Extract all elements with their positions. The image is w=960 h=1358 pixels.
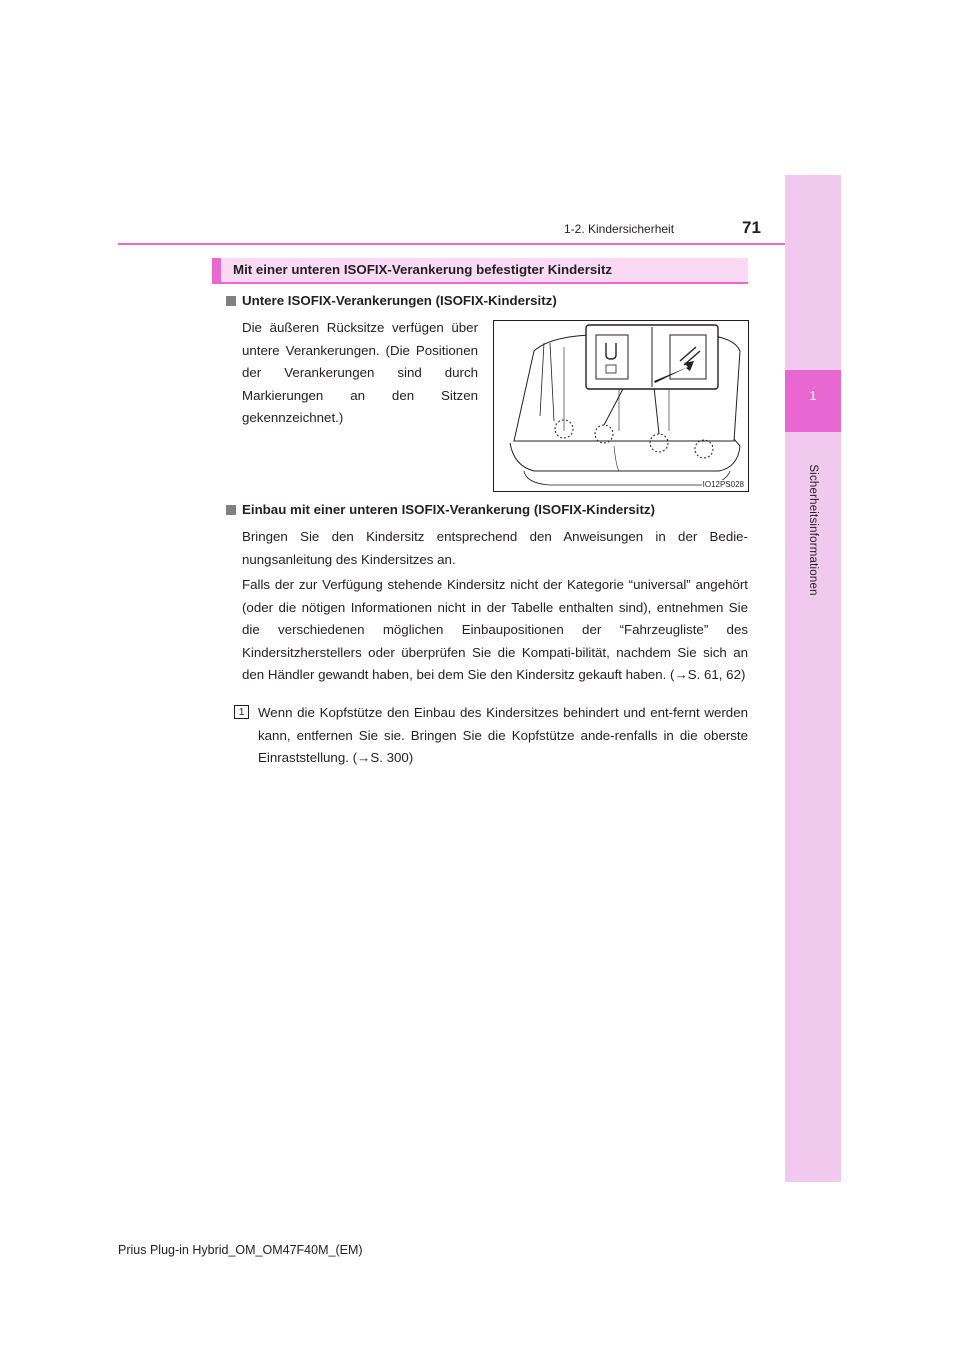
chapter-label: Sicherheitsinformationen <box>807 464 819 596</box>
section-heading-lower-anchors <box>226 293 557 308</box>
section-heading-text: Untere ISOFIX-Verankerungen (ISOFIX-Kindersitz) <box>242 293 557 308</box>
anchors-description: Die äußeren Rücksitze verfügen über untere Verankerungen. (Die Positionen der Verankerungen sind durch Markierungen an den Sitzen gekennzeichnet.) <box>242 320 478 425</box>
section-label: 1-2. Kindersicherheit <box>564 222 675 236</box>
seat-anchor-illustration <box>493 320 749 492</box>
rear-seat-drawing <box>494 321 748 491</box>
chapter-number: 1 <box>809 388 817 403</box>
header-rule <box>118 243 785 245</box>
installation-paragraph-2: Falls der zur Verfügung stehende Kindersitz nicht der Kategorie “universal” angehört (oder die nötigen Informationen nicht in der Tabelle enthalten sind), entnehmen Sie die verschiedenen möglichen Einbaupositionen der “Fahrzeugliste” des Kindersitzherstellers oder überprüfen Sie die Kompati-bilität, nachdem Sie sich an den Händler gewandt haben, bei dem Sie den Kindersitz gekauft haben. (→S. 61, 62) <box>242 577 748 682</box>
seat-cushion-outline <box>510 439 740 471</box>
figure-code: IO12PS028 <box>702 480 744 489</box>
installation-paragraph-1: Bringen Sie den Kindersitz entsprechend den Anweisungen in der Bedie-nungsanleitung des Kindersitzes an. <box>242 529 748 567</box>
chapter-side-tab <box>785 175 841 1182</box>
square-bullet-icon <box>226 505 236 515</box>
topic-title-bar <box>212 258 748 284</box>
anchor-marker-circle <box>650 434 668 452</box>
page-number: 71 <box>742 218 761 237</box>
anchor-marker-circle <box>595 425 613 443</box>
square-bullet-icon <box>226 296 236 306</box>
step-1-text: Wenn die Kopfstütze den Einbau des Kindersitzes behindert und ent-fernt werden kann, entfernen Sie sie. Bringen Sie die Kopfstütze ande-renfalls in die oberste Einraststellung. (→S. 300) <box>258 705 748 765</box>
section-heading-text: Einbau mit einer unteren ISOFIX-Verankerung (ISOFIX-Kindersitz) <box>242 502 656 517</box>
section-heading-installation <box>226 502 655 517</box>
step-number-badge: 1 <box>234 705 249 719</box>
document-footer: Prius Plug-in Hybrid_OM_OM47F40M_(EM) <box>118 1243 363 1257</box>
anchor-marker-circle <box>695 440 713 458</box>
topic-title: Mit einer unteren ISOFIX-Verankerung befestigter Kindersitz <box>233 262 613 277</box>
